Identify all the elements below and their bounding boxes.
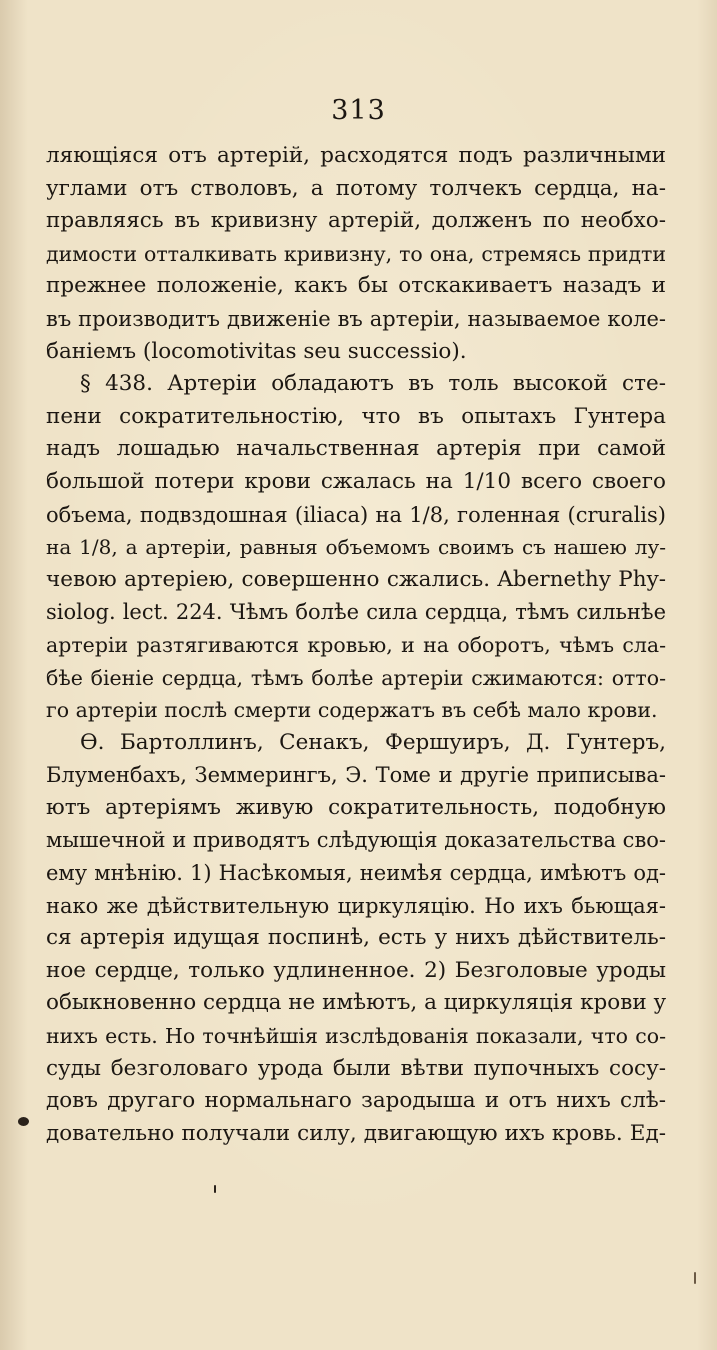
text-line: ему мнѣнію. 1) Насѣкомыя, неимѣя сердца, имѣютъ од- xyxy=(46,861,666,886)
text-line: димости отталкивать кривизну, то она, стремясь придти xyxy=(46,241,666,266)
ink-spot xyxy=(18,1117,29,1126)
text-line: нихъ есть. Но точнѣйшія изслѣдованія показали, что со- xyxy=(46,1024,666,1049)
text-line: въ производитъ движеніе въ артеріи, называемое коле- xyxy=(46,306,666,331)
section-heading-line: § 438. Артеріи обладаютъ въ толь высокой сте- xyxy=(80,371,666,397)
text-line: правляясь въ кривизну артерій, долженъ по необхо- xyxy=(46,208,666,234)
text-line: надъ лошадью начальственная артерія при самой xyxy=(46,436,666,462)
text-line: объема, подвздошная (iliaca) на 1/8, голенная (cruralis) xyxy=(46,502,666,527)
page-number: 313 xyxy=(331,95,386,126)
text-line: мышечной и приводятъ слѣдующія доказательства сво- xyxy=(46,828,666,853)
paragraph-start-line: Ѳ. Бартоллинъ, Сенакъ, Фершуиръ, Д. Гунтеръ, xyxy=(80,729,666,755)
text-line: Блуменбахъ, Земмерингъ, Э. Томе и другіе приписыва- xyxy=(46,763,666,788)
text-line: углами отъ стволовъ, а потому толчекъ сердца, на- xyxy=(46,175,666,201)
ink-speck xyxy=(214,1185,216,1193)
text-line: большой потери крови сжалась на 1/10 всего своего xyxy=(46,468,666,494)
text-line: на 1/8, а артеріи, равныя объемомъ своимъ съ нашею лу- xyxy=(46,535,666,560)
text-line: го артеріи послѣ смерти содержатъ въ себѣ мало крови. xyxy=(46,698,658,723)
text-line: нако же дѣйствительную циркуляцію. Но ихъ бьющая- xyxy=(46,893,666,918)
text-line: баніемъ (locomotivitas seu successio). xyxy=(46,338,467,364)
text-line: чевою артеріею, совершенно сжались. Abernethy Phy- xyxy=(46,566,666,592)
text-line: довъ другаго нормальнаго зародыша и отъ нихъ слѣ- xyxy=(46,1088,666,1114)
ink-speck xyxy=(694,1272,696,1284)
text-line: обыкновенно сердца не имѣютъ, а циркуляція крови у xyxy=(46,990,666,1016)
text-line: ляющіяся отъ артерій, расходятся подъ различными xyxy=(46,143,666,168)
text-line: суды безголоваго урода были вѣтви пупочныхъ сосу- xyxy=(46,1055,666,1081)
text-line: бѣе біеніе сердца, тѣмъ болѣе артеріи сжимаются: отто- xyxy=(46,665,666,690)
text-line: ся артерія идущая поспинѣ, есть у нихъ дѣйствитель- xyxy=(46,925,666,951)
text-line: прежнее положеніе, какъ бы отскакиваетъ назадъ и xyxy=(46,273,666,299)
text-line: артеріи разтягиваются кровью, и на оборотъ, чѣмъ сла- xyxy=(46,632,666,657)
text-line: siolog. lect. 224. Чѣмъ болѣе сила сердца, тѣмъ сильнѣе xyxy=(46,600,666,625)
text-line: ное сердце, только удлиненное. 2) Безголовые уроды xyxy=(46,957,666,983)
text-line: ютъ артеріямъ живую сократительность, подобную xyxy=(46,794,666,820)
text-line: довательно получали силу, двигающую ихъ кровь. Ед- xyxy=(46,1120,666,1146)
text-line: пени сократительностію, что въ опытахъ Гунтера xyxy=(46,403,666,429)
body-text xyxy=(46,140,666,1150)
